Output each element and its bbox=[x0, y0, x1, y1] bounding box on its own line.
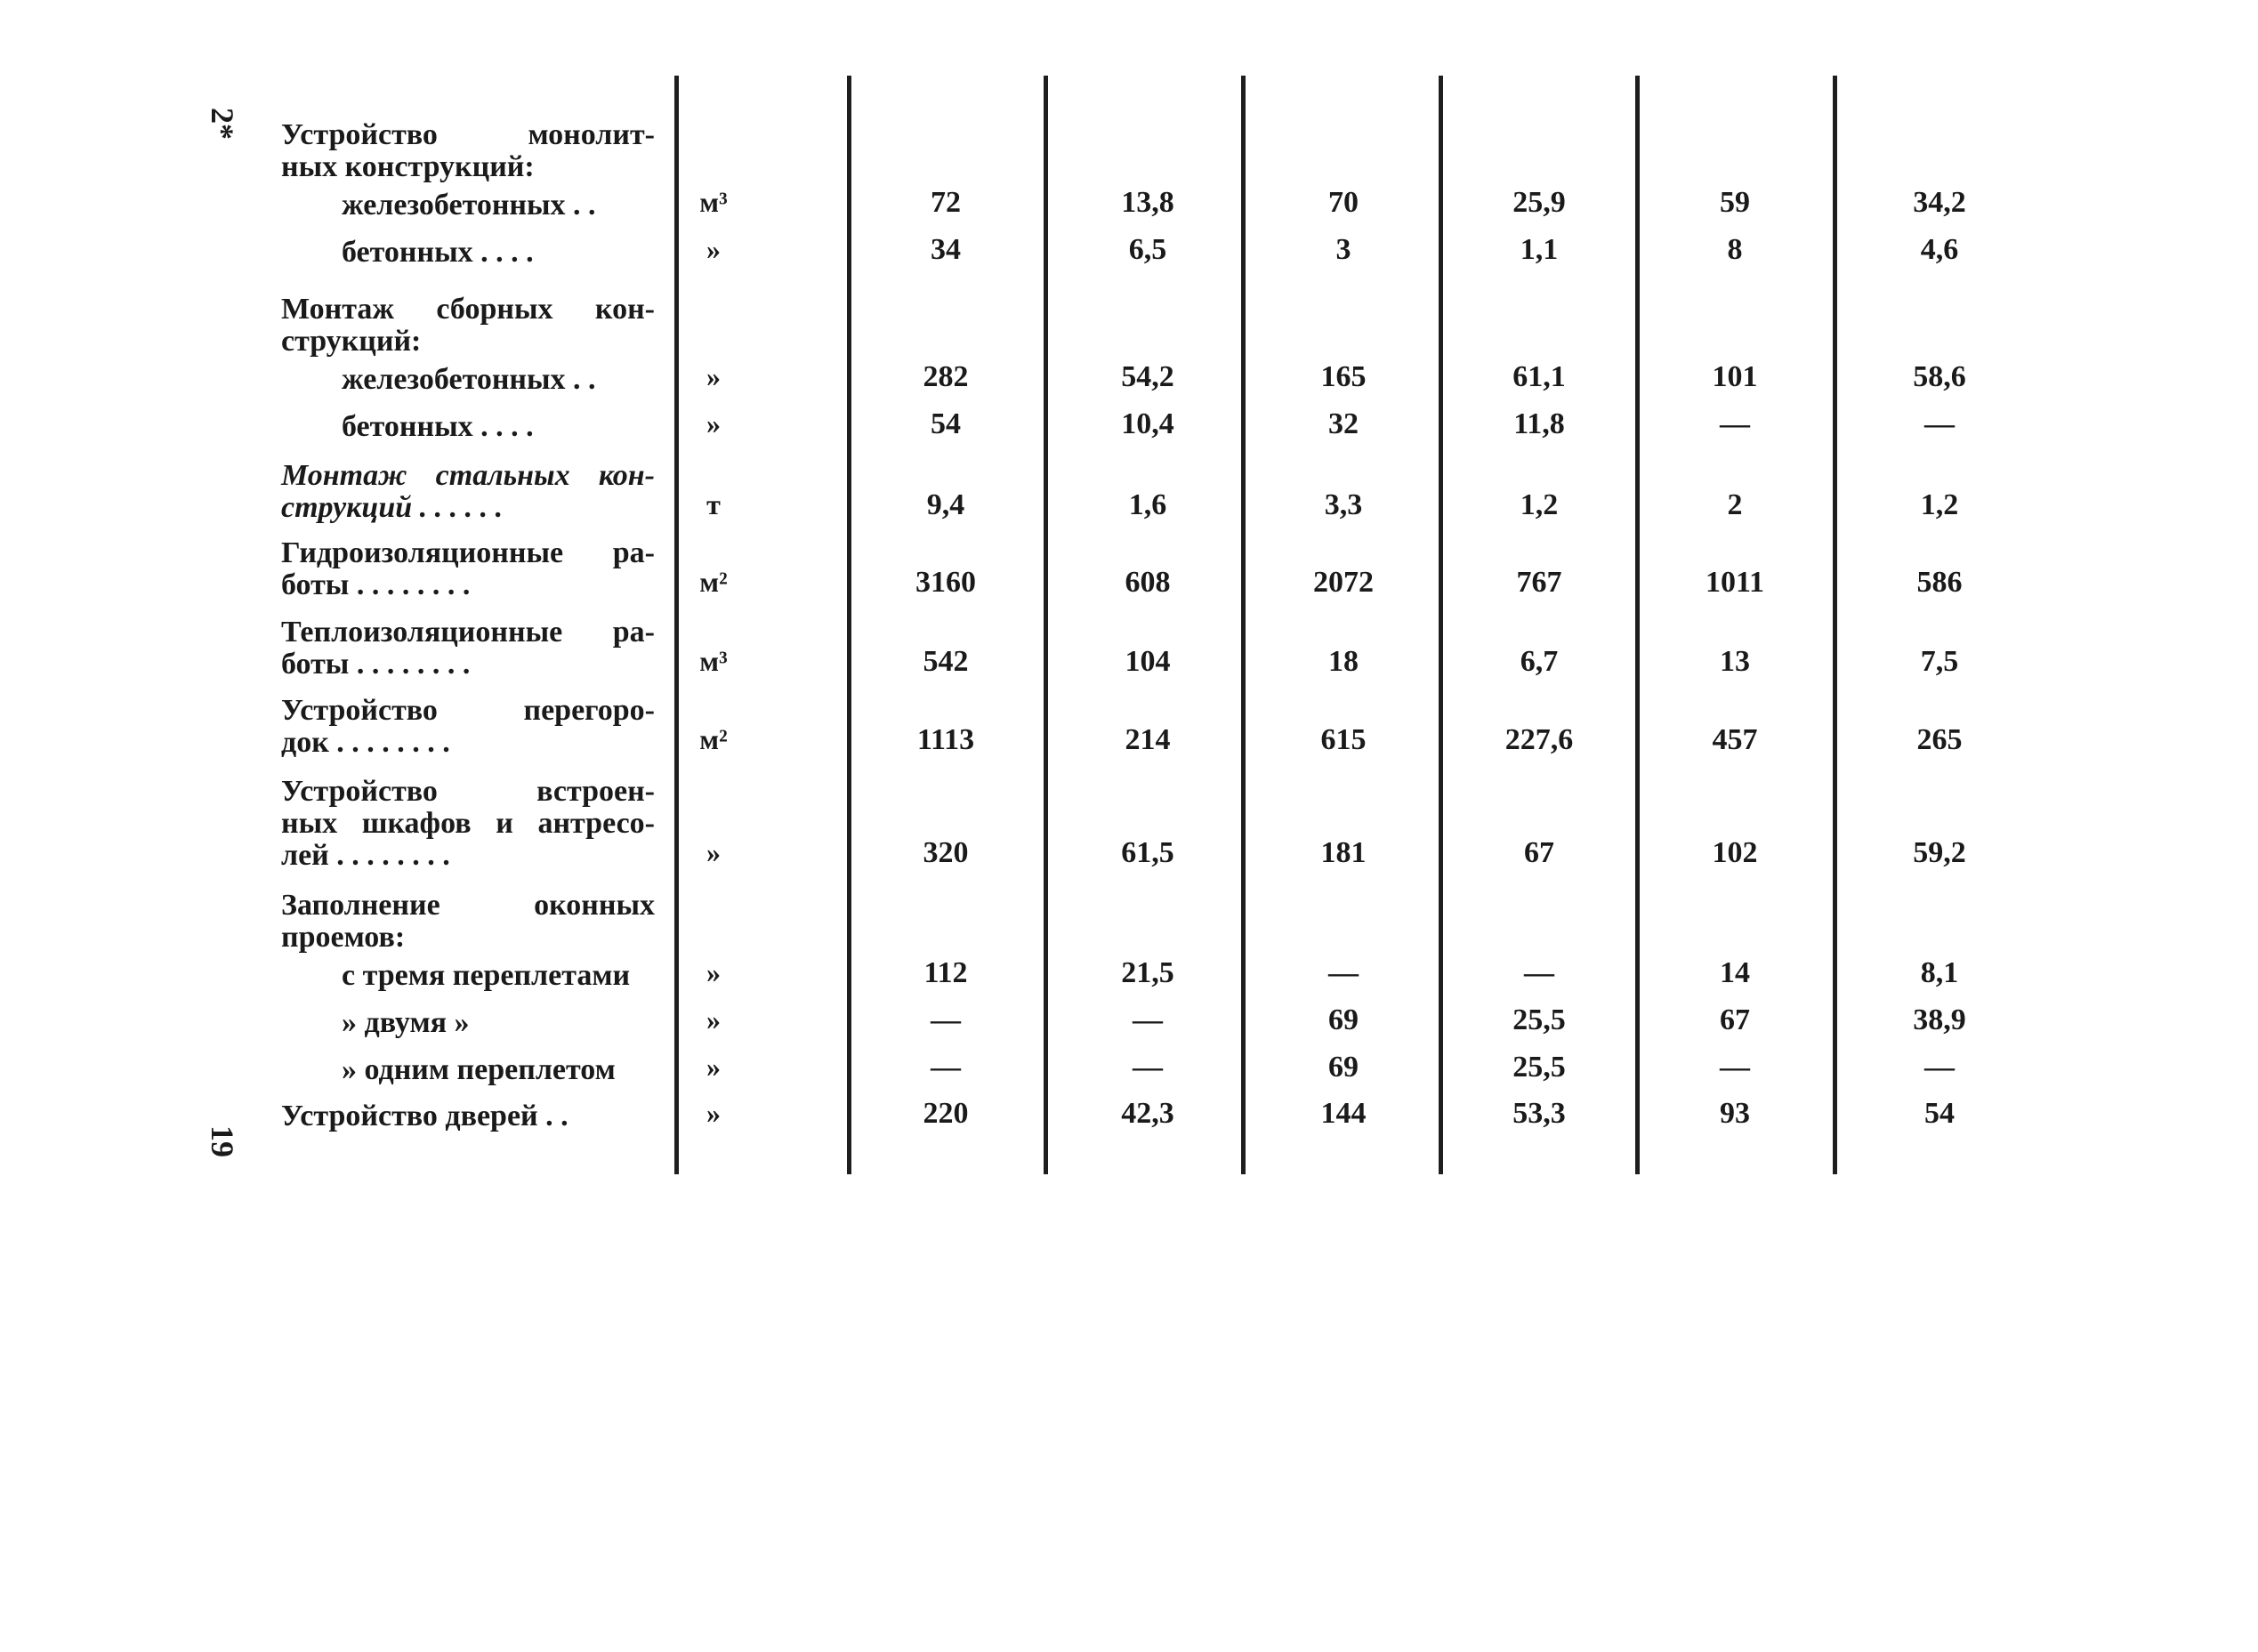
value-cell: 67 bbox=[1524, 836, 1554, 869]
value-cell: 144 bbox=[1320, 1097, 1367, 1130]
value-cell: 59,2 bbox=[1913, 836, 1966, 869]
unit-cell: » bbox=[706, 1051, 721, 1083]
unit-cell: » bbox=[706, 956, 721, 988]
value-cell: 3160 bbox=[915, 566, 976, 599]
row-label-line: железобетонных . . bbox=[342, 189, 596, 222]
value-cell: 265 bbox=[1916, 723, 1963, 756]
value-cell: 457 bbox=[1712, 723, 1758, 756]
row-label bbox=[281, 364, 655, 396]
row-label-line: лей . . . . . . . . bbox=[281, 839, 450, 872]
value-cell: 18 bbox=[1328, 645, 1359, 678]
value-cell: 586 bbox=[1916, 566, 1963, 599]
value-cell: 1,2 bbox=[1520, 488, 1559, 521]
value-cell: 59 bbox=[1720, 186, 1750, 219]
value-cell: 2072 bbox=[1313, 566, 1374, 599]
value-cell: 34 bbox=[931, 233, 961, 266]
value-cell: 6,7 bbox=[1520, 645, 1559, 678]
value-cell: 69 bbox=[1328, 1003, 1359, 1036]
value-cell: 69 bbox=[1328, 1051, 1359, 1084]
value-cell: — bbox=[1720, 407, 1750, 440]
value-cell: — bbox=[1924, 1051, 1955, 1084]
value-cell: 25,5 bbox=[1512, 1051, 1566, 1084]
row-label-line: Устройство дверей . . bbox=[281, 1100, 569, 1132]
row-label-line: Устройство монолит- bbox=[281, 118, 655, 151]
value-cell: 14 bbox=[1720, 956, 1750, 989]
row-label-line: бетонных . . . . bbox=[342, 410, 534, 443]
row-label bbox=[281, 1007, 655, 1039]
value-cell: 615 bbox=[1320, 723, 1367, 756]
row-label-line: Заполнение оконных bbox=[281, 889, 655, 922]
value-cell: — bbox=[1924, 407, 1955, 440]
row-label-line: ных шкафов и антресо- bbox=[281, 807, 655, 840]
value-cell: — bbox=[1524, 956, 1554, 989]
row-label-line: » двумя » bbox=[342, 1006, 470, 1039]
value-cell: 181 bbox=[1320, 836, 1367, 869]
column-rule bbox=[1833, 76, 1837, 1174]
page-number: 19 bbox=[205, 1125, 240, 1157]
value-cell: 25,5 bbox=[1512, 1003, 1566, 1036]
row-label-line: проемов: bbox=[281, 921, 406, 954]
value-cell: 112 bbox=[923, 956, 968, 989]
value-cell: 542 bbox=[923, 645, 969, 678]
column-rule bbox=[1635, 76, 1640, 1174]
value-cell: 34,2 bbox=[1913, 186, 1966, 219]
column-rule bbox=[1044, 76, 1048, 1174]
value-cell: 42,3 bbox=[1121, 1097, 1174, 1130]
unit-cell: т bbox=[706, 488, 721, 520]
column-rule bbox=[1439, 76, 1443, 1174]
row-label-line: Устройство перегоро- bbox=[281, 694, 655, 727]
unit-cell: » bbox=[706, 1097, 721, 1129]
value-cell: 61,1 bbox=[1512, 360, 1566, 393]
row-label-line: боты . . . . . . . . bbox=[281, 568, 471, 601]
row-label bbox=[281, 776, 655, 872]
value-cell: 25,9 bbox=[1512, 186, 1566, 219]
row-label bbox=[281, 1100, 655, 1132]
value-cell: 61,5 bbox=[1121, 836, 1174, 869]
value-cell: 13 bbox=[1720, 645, 1750, 678]
value-cell: 214 bbox=[1125, 723, 1171, 756]
value-cell: 104 bbox=[1125, 645, 1171, 678]
column-rule bbox=[1241, 76, 1246, 1174]
row-label-line: Устройство встроен- bbox=[281, 775, 655, 808]
value-cell: 70 bbox=[1328, 186, 1359, 219]
row-label bbox=[281, 237, 655, 269]
value-cell: 1113 bbox=[916, 723, 975, 756]
value-cell: 320 bbox=[923, 836, 969, 869]
value-cell: 10,4 bbox=[1121, 407, 1174, 440]
row-label-line: струкций . . . . . . bbox=[281, 491, 504, 524]
value-cell: — bbox=[931, 1051, 961, 1084]
row-label-line: боты . . . . . . . . bbox=[281, 648, 471, 681]
row-label bbox=[281, 411, 655, 443]
row-label bbox=[281, 1054, 655, 1086]
value-cell: 11,8 bbox=[1513, 407, 1565, 440]
value-cell: 4,6 bbox=[1920, 233, 1959, 266]
value-cell: 72 bbox=[931, 186, 961, 219]
row-label-line: железобетонных . . bbox=[342, 363, 596, 396]
value-cell: — bbox=[1328, 956, 1359, 989]
value-cell: — bbox=[931, 1003, 961, 1036]
row-label-line: » одним переплетом bbox=[342, 1053, 616, 1086]
row-label-line: Теплоизоляционные ра- bbox=[281, 616, 655, 649]
row-label-line: струкций: bbox=[281, 325, 422, 358]
value-cell: 58,6 bbox=[1913, 360, 1966, 393]
value-cell: 220 bbox=[923, 1097, 969, 1130]
value-cell: 53,3 bbox=[1512, 1097, 1566, 1130]
value-cell: 7,5 bbox=[1920, 645, 1959, 678]
row-label-line: с тремя переплетами bbox=[342, 959, 631, 992]
value-cell: 608 bbox=[1125, 566, 1171, 599]
unit-cell: м² bbox=[699, 566, 728, 598]
unit-cell: » bbox=[706, 360, 721, 392]
value-cell: 8,1 bbox=[1920, 956, 1959, 989]
value-cell: 165 bbox=[1320, 360, 1367, 393]
value-cell: — bbox=[1133, 1003, 1163, 1036]
value-cell: 2 bbox=[1727, 488, 1743, 521]
row-label bbox=[281, 294, 655, 358]
value-cell: 1,6 bbox=[1128, 488, 1167, 521]
value-cell: — bbox=[1133, 1051, 1163, 1084]
row-label-line: Монтаж сборных кон- bbox=[281, 293, 655, 326]
row-label bbox=[281, 460, 655, 524]
unit-cell: » bbox=[706, 836, 721, 868]
row-label-line: бетонных . . . . bbox=[342, 236, 534, 269]
value-cell: 54 bbox=[1924, 1097, 1955, 1130]
value-cell: 8 bbox=[1727, 233, 1743, 266]
unit-cell: » bbox=[706, 233, 721, 265]
value-cell: 9,4 bbox=[926, 488, 965, 521]
signature-mark: 2* bbox=[205, 108, 240, 140]
row-label-line: Гидроизоляционные ра- bbox=[281, 536, 655, 569]
row-label-line: док . . . . . . . . bbox=[281, 726, 450, 759]
value-cell: 93 bbox=[1720, 1097, 1750, 1130]
value-cell: 54 bbox=[931, 407, 961, 440]
column-rule bbox=[847, 76, 851, 1174]
value-cell: 3 bbox=[1335, 233, 1351, 266]
row-label bbox=[281, 890, 655, 954]
row-label-line: ных конструкций: bbox=[281, 150, 535, 183]
value-cell: 767 bbox=[1516, 566, 1562, 599]
value-cell: — bbox=[1720, 1051, 1750, 1084]
unit-cell: м² bbox=[699, 723, 728, 755]
row-label bbox=[281, 960, 655, 992]
value-cell: 101 bbox=[1712, 360, 1758, 393]
row-label-line: Монтаж стальных кон- bbox=[281, 459, 655, 492]
value-cell: 38,9 bbox=[1913, 1003, 1966, 1036]
value-cell: 1,2 bbox=[1920, 488, 1959, 521]
row-label bbox=[281, 119, 655, 183]
value-cell: 227,6 bbox=[1504, 723, 1574, 756]
unit-cell: м³ bbox=[699, 186, 728, 218]
row-label bbox=[281, 616, 655, 681]
row-label bbox=[281, 189, 655, 222]
value-cell: 1,1 bbox=[1520, 233, 1559, 266]
value-cell: 32 bbox=[1328, 407, 1359, 440]
row-label bbox=[281, 695, 655, 759]
unit-cell: » bbox=[706, 407, 721, 439]
unit-cell: м³ bbox=[699, 645, 728, 677]
value-cell: 54,2 bbox=[1121, 360, 1174, 393]
unit-cell: » bbox=[706, 1003, 721, 1036]
value-cell: 6,5 bbox=[1128, 233, 1167, 266]
value-cell: 3,3 bbox=[1324, 488, 1363, 521]
value-cell: 13,8 bbox=[1121, 186, 1174, 219]
value-cell: 102 bbox=[1712, 836, 1758, 869]
value-cell: 282 bbox=[923, 360, 969, 393]
row-label bbox=[281, 537, 655, 601]
value-cell: 21,5 bbox=[1121, 956, 1174, 989]
value-cell: 1011 bbox=[1705, 566, 1765, 599]
value-cell: 67 bbox=[1720, 1003, 1750, 1036]
